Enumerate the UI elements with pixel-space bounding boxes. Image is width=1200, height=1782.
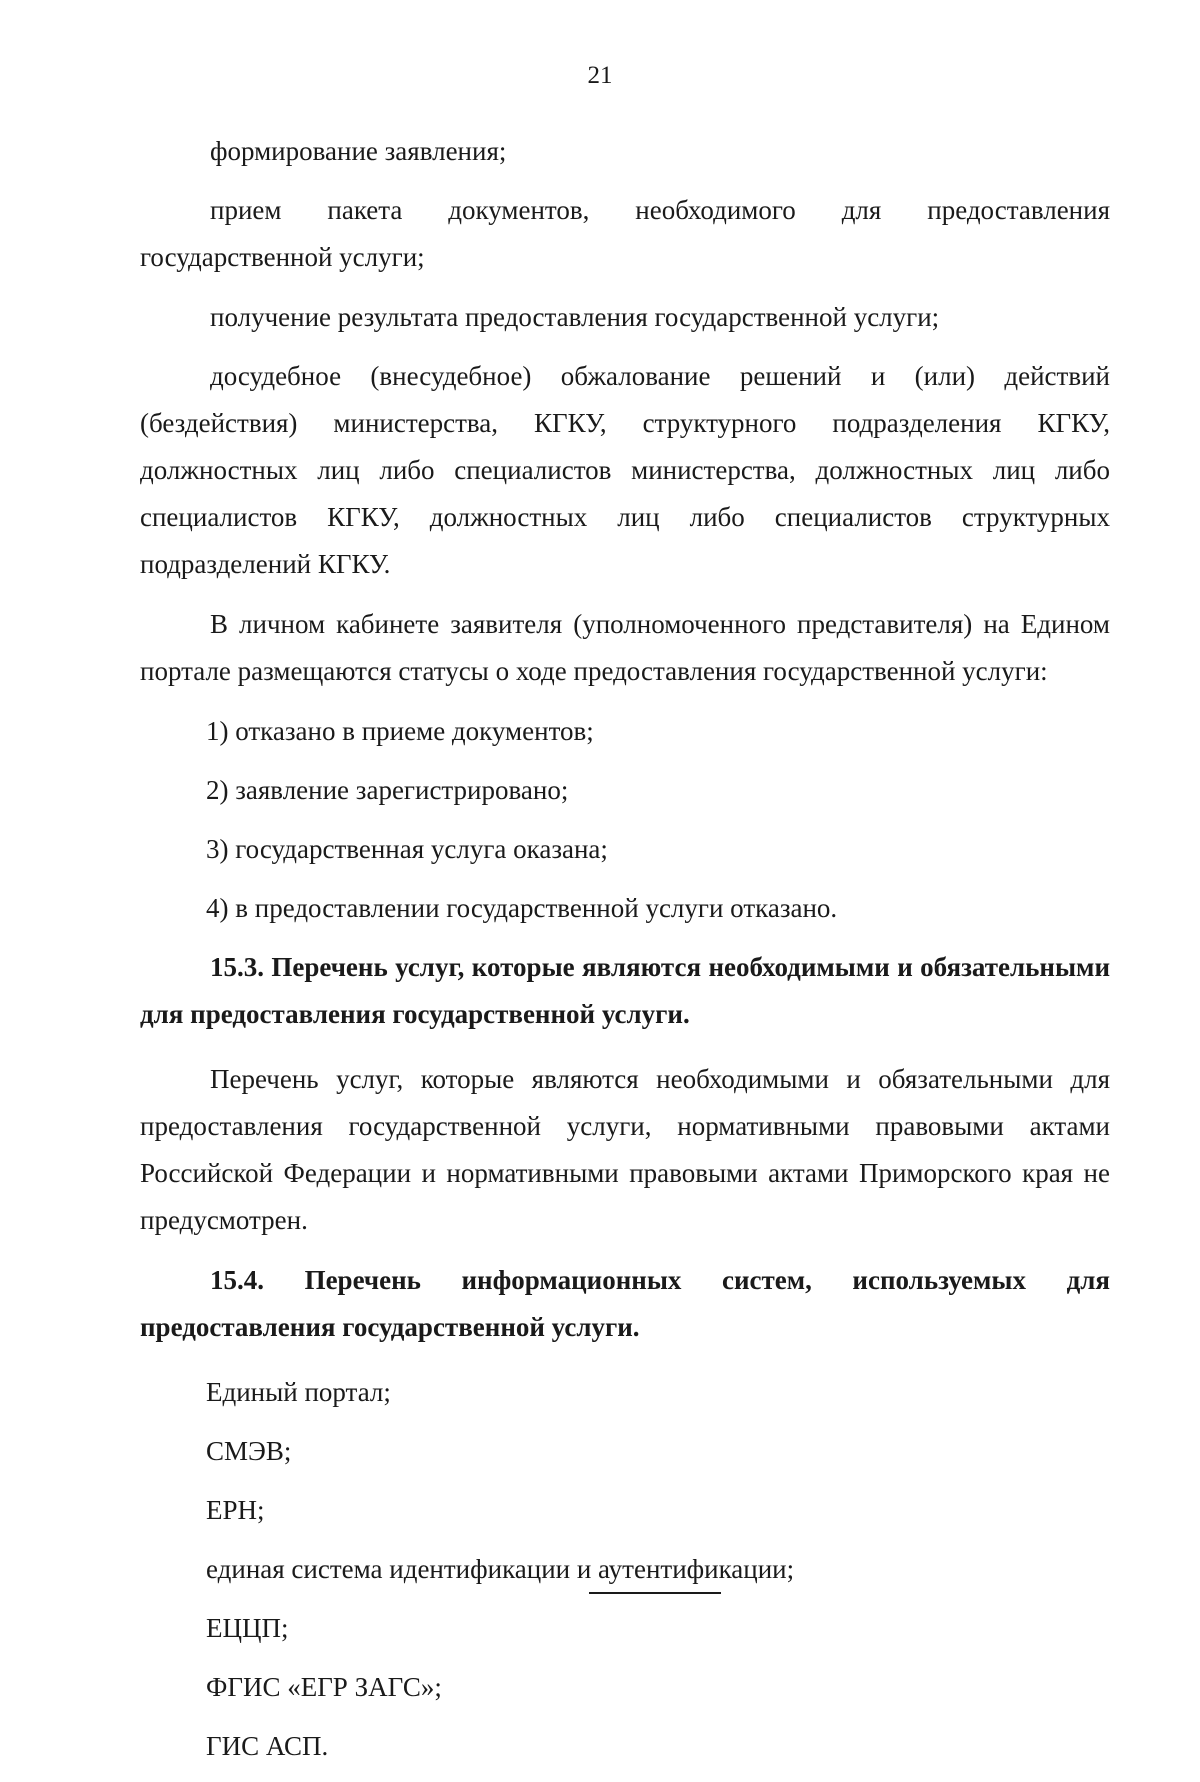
paragraph-receive-documents: прием пакета документов, необходимого для предоставления государственной услуги; [140,195,1110,272]
list-item: ФГИС «ЕГР ЗАГС»; [206,1672,442,1702]
page-number: 21 [587,62,613,89]
status-list [206,708,1110,932]
paragraph-personal-cabinet: В личном кабинете заявителя (уполномоченного представителя) на Едином портале размещаются статусы о ходе предоставления государственной услуги: [140,609,1110,686]
list-item: 1) отказано в приеме документов; [206,716,594,746]
section-heading-15-3: 15.3. Перечень услуг, которые являются необходимыми и обязательными для предоставления государственной услуги. [140,952,1110,1029]
section-15-3-text: Перечень услуг, которые являются необходимыми и обязательными для предоставления государственной услуги, нормативными правовыми актами Российской Федерации и нормативными правовыми актами Приморского края не предусмотрен. [140,1064,1110,1235]
list-item: единая система идентификации и аутентификации; [206,1554,795,1584]
information-systems-list [206,1369,1110,1770]
list-item: Единый портал; [206,1377,391,1407]
list-item: 4) в предоставлении государственной услуги отказано. [206,893,838,923]
end-divider-line [589,1592,721,1594]
document-body [140,128,1110,1782]
section-heading-15-4: 15.4. Перечень информационных систем, используемых для предоставления государственной услуги. [140,1265,1110,1342]
list-item: ГИС АСП. [206,1731,329,1761]
paragraph-get-result: получение результата предоставления государственной услуги; [210,302,940,332]
list-item: ЕРН; [206,1495,265,1525]
list-item: 2) заявление зарегистрировано; [206,775,569,805]
list-item: 3) государственная услуга оказана; [206,834,608,864]
paragraph-appeal: досудебное (внесудебное) обжалование решений и (или) действий (бездействия) министерства, КГКУ, структурного подразделения КГКУ, должностных лиц либо специалистов министерства, должностных лиц либо специалистов КГКУ, должностных лиц либо специалистов структурных подразделений КГКУ. [140,361,1110,579]
list-item: СМЭВ; [206,1436,292,1466]
paragraph-form-application: формирование заявления; [210,136,507,166]
list-item: ЕЦЦП; [206,1613,289,1643]
